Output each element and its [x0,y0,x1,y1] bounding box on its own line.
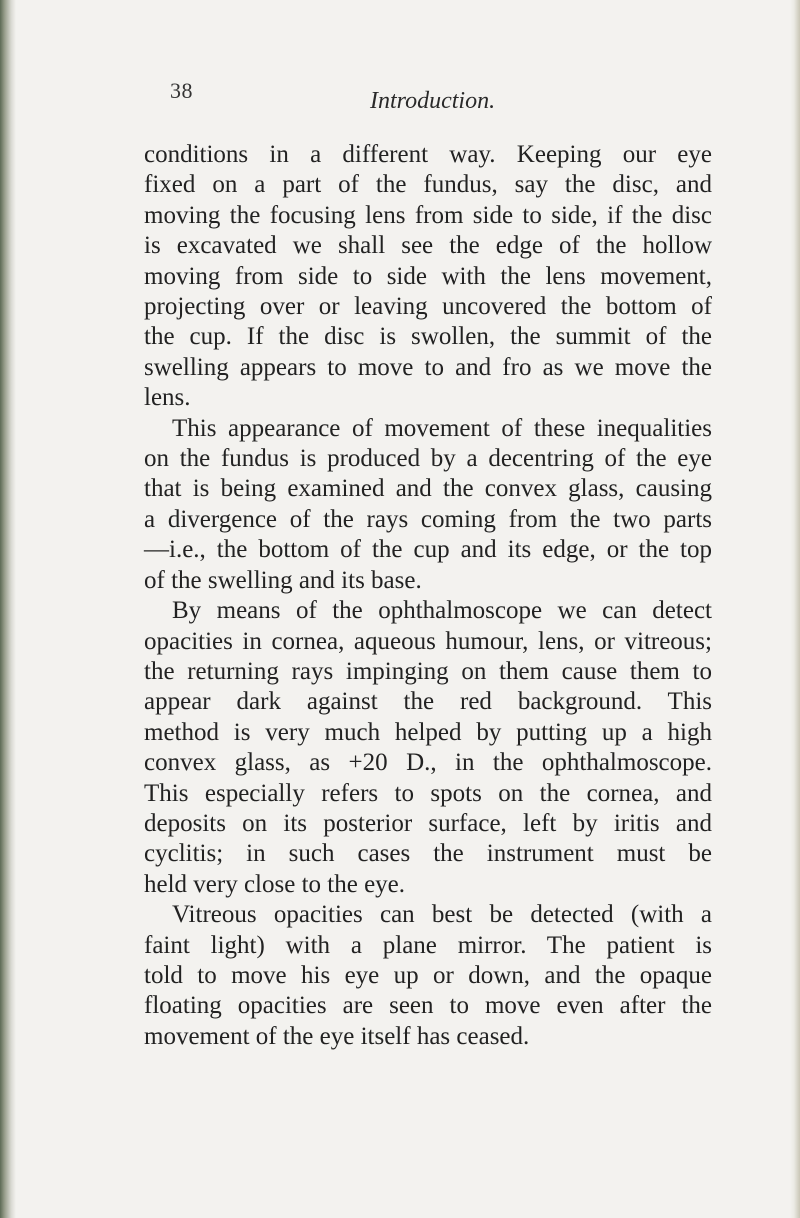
paragraph-2 [144,414,712,596]
running-head: Introduction. [370,88,496,114]
text-line: convex glass, as +20 D., in the ophthalmoscope. [144,749,712,777]
text-line: swelling appears to move to and fro as we move the [144,353,712,381]
body-text [144,140,712,1052]
text-line: deposits on its posterior surface, left by iritis and [144,809,712,837]
text-line: cyclitis; in such cases the instrument must be [144,840,712,868]
text-line: floating opacities are seen to move even after the [144,992,712,1020]
paragraph-4 [144,900,712,1052]
text-line: This appearance of movement of these inequalities [172,414,712,442]
text-line: opacities in cornea, aqueous humour, lens, or vitreous; [144,627,712,655]
text-line: of the swelling and its base. [144,566,422,594]
text-line: —i.e., the bottom of the cup and its edge, or the top [144,536,712,564]
text-line: appear dark against the red background. This [144,688,712,716]
text-line: faint light) with a plane mirror. The patient is [144,931,712,959]
text-line: By means of the ophthalmoscope we can detect [172,597,712,625]
paragraph-3 [144,596,712,900]
text-line: method is very much helped by putting up a high [144,718,712,746]
text-line: projecting over or leaving uncovered the bottom of [144,293,712,321]
text-line: movement of the eye itself has ceased. [144,1022,530,1050]
text-line: on the fundus is produced by a decentring of the eye [144,445,712,473]
text-line: moving from side to side with the lens movement, [144,262,712,290]
text-line: told to move his eye up or down, and the opaque [144,961,712,989]
page-edge-right [790,0,800,1218]
page-number: 38 [170,78,193,103]
page-edge-left [0,0,16,1218]
text-line: lens. [144,384,191,412]
text-line: Vitreous opacities can best be detected (with a [172,901,712,929]
text-line: held very close to the eye. [144,870,406,898]
text-line: the returning rays impinging on them cause them to [144,657,712,685]
text-line: conditions in a different way. Keeping our eye [144,141,712,168]
paragraph-1 [144,140,712,414]
text-line: moving the focusing lens from side to side, if the disc [144,201,712,229]
text-line: that is being examined and the convex glass, causing [144,475,712,503]
text-line: is excavated we shall see the edge of the hollow [144,232,712,260]
text-line: fixed on a part of the fundus, say the disc, and [144,171,712,199]
text-line: This especially refers to spots on the cornea, and [144,779,712,807]
text-line: a divergence of the rays coming from the two parts [144,505,712,533]
text-line: the cup. If the disc is swollen, the summit of the [144,323,712,351]
